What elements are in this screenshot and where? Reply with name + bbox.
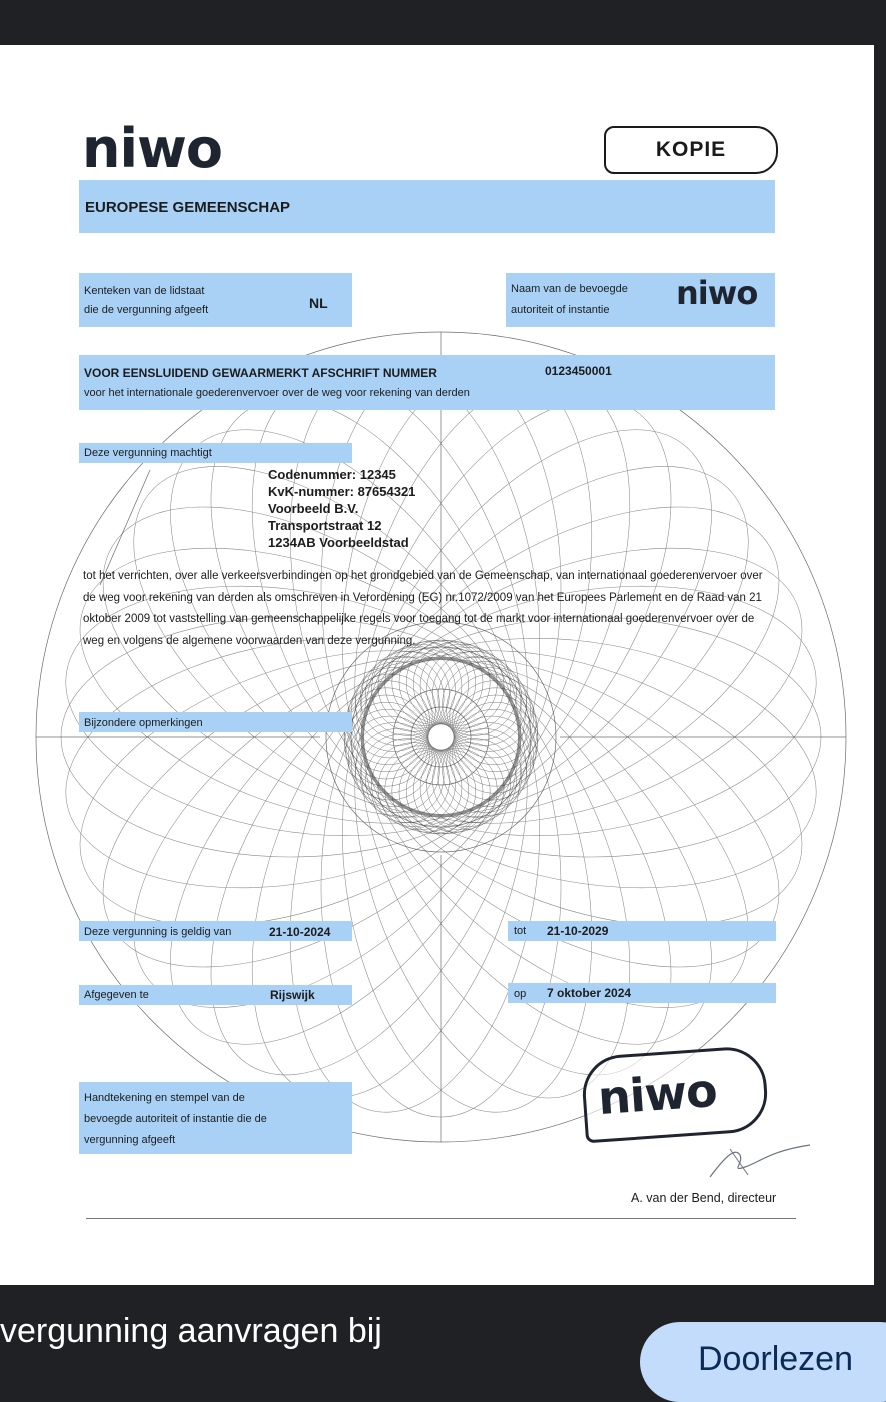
read-more-button-label: Doorlezen	[698, 1340, 853, 1378]
read-more-button[interactable]	[640, 1322, 886, 1402]
issued-at-place: Rijswijk	[270, 988, 315, 1002]
holder-code: Codenummer: 12345	[268, 467, 396, 482]
remarks-label: Bijzondere opmerkingen	[84, 717, 203, 729]
header-title: EUROPESE GEMEENSCHAP	[85, 199, 291, 216]
holder-city: 1234AB Voorbeeldstad	[268, 535, 409, 550]
signature-label: Handtekening en stempel van de	[84, 1092, 245, 1104]
member-state-label: Kenteken van de lidstaat	[84, 285, 205, 297]
issued-on-date: 7 oktober 2024	[547, 986, 632, 1000]
authorizes-label: Deze vergunning machtigt	[84, 447, 212, 459]
signature-label: vergunning afgeeft	[84, 1134, 176, 1146]
license-body-text: tot het verrichten, over alle verkeersverbindingen op het grondgebied van de Gemeenschap, van internationaal goederenvervoer over de weg voor rekening van derden als omschreven in Verordening (EG) nr.1072/2009 van het Europees Parlement en de Raad van 21 oktober 2009 tot vaststelling van gemeenschappelijke regels voor toegang tot de markt voor internationaal goederenvervoer over de weg en volgens de algemene voorwaarden van deze vergunning.	[83, 570, 763, 647]
authority-label: Naam van de bevoegde	[511, 283, 628, 295]
member-state-label: die de vergunning afgeeft	[84, 304, 209, 316]
certified-copy-number: 0123450001	[545, 364, 612, 378]
holder-street: Transportstraat 12	[268, 518, 382, 533]
copy-label: KOPIE	[604, 126, 778, 174]
holder-kvk: KvK-nummer: 87654321	[268, 484, 416, 499]
license-document	[0, 45, 874, 1285]
niwo-logo: niwo	[82, 117, 222, 180]
valid-to-date: 21-10-2029	[547, 924, 609, 938]
valid-from-date: 21-10-2024	[269, 925, 331, 939]
certified-copy-label: VOOR EENSLUIDEND GEWAARMERKT AFSCHRIFT NUMMER	[84, 366, 437, 380]
handwritten-signature	[700, 1137, 820, 1187]
signature-label: bevoegde autoriteit of instantie die de	[84, 1113, 267, 1125]
issued-at-label: Afgegeven te	[84, 989, 149, 1001]
footer-divider	[86, 1218, 796, 1219]
holder-address	[268, 466, 415, 551]
member-state-value: NL	[309, 295, 328, 311]
signatory-name: A. van der Bend, directeur	[631, 1191, 777, 1205]
certified-copy-subtitle: voor het internationale goederenvervoer over de weg voor rekening van derden	[84, 387, 470, 399]
valid-from-label: Deze vergunning is geldig van	[84, 926, 232, 938]
holder-name: Voorbeeld B.V.	[268, 501, 359, 516]
niwo-logo-small: niwo	[676, 274, 758, 312]
issued-on-label: op	[514, 988, 527, 1000]
page-caption: vergunning aanvragen bij	[0, 1312, 382, 1350]
authority-label: autoriteit of instantie	[511, 304, 610, 316]
valid-to-label: tot	[514, 925, 527, 937]
niwo-stamp-logo: niwo	[596, 1062, 719, 1126]
